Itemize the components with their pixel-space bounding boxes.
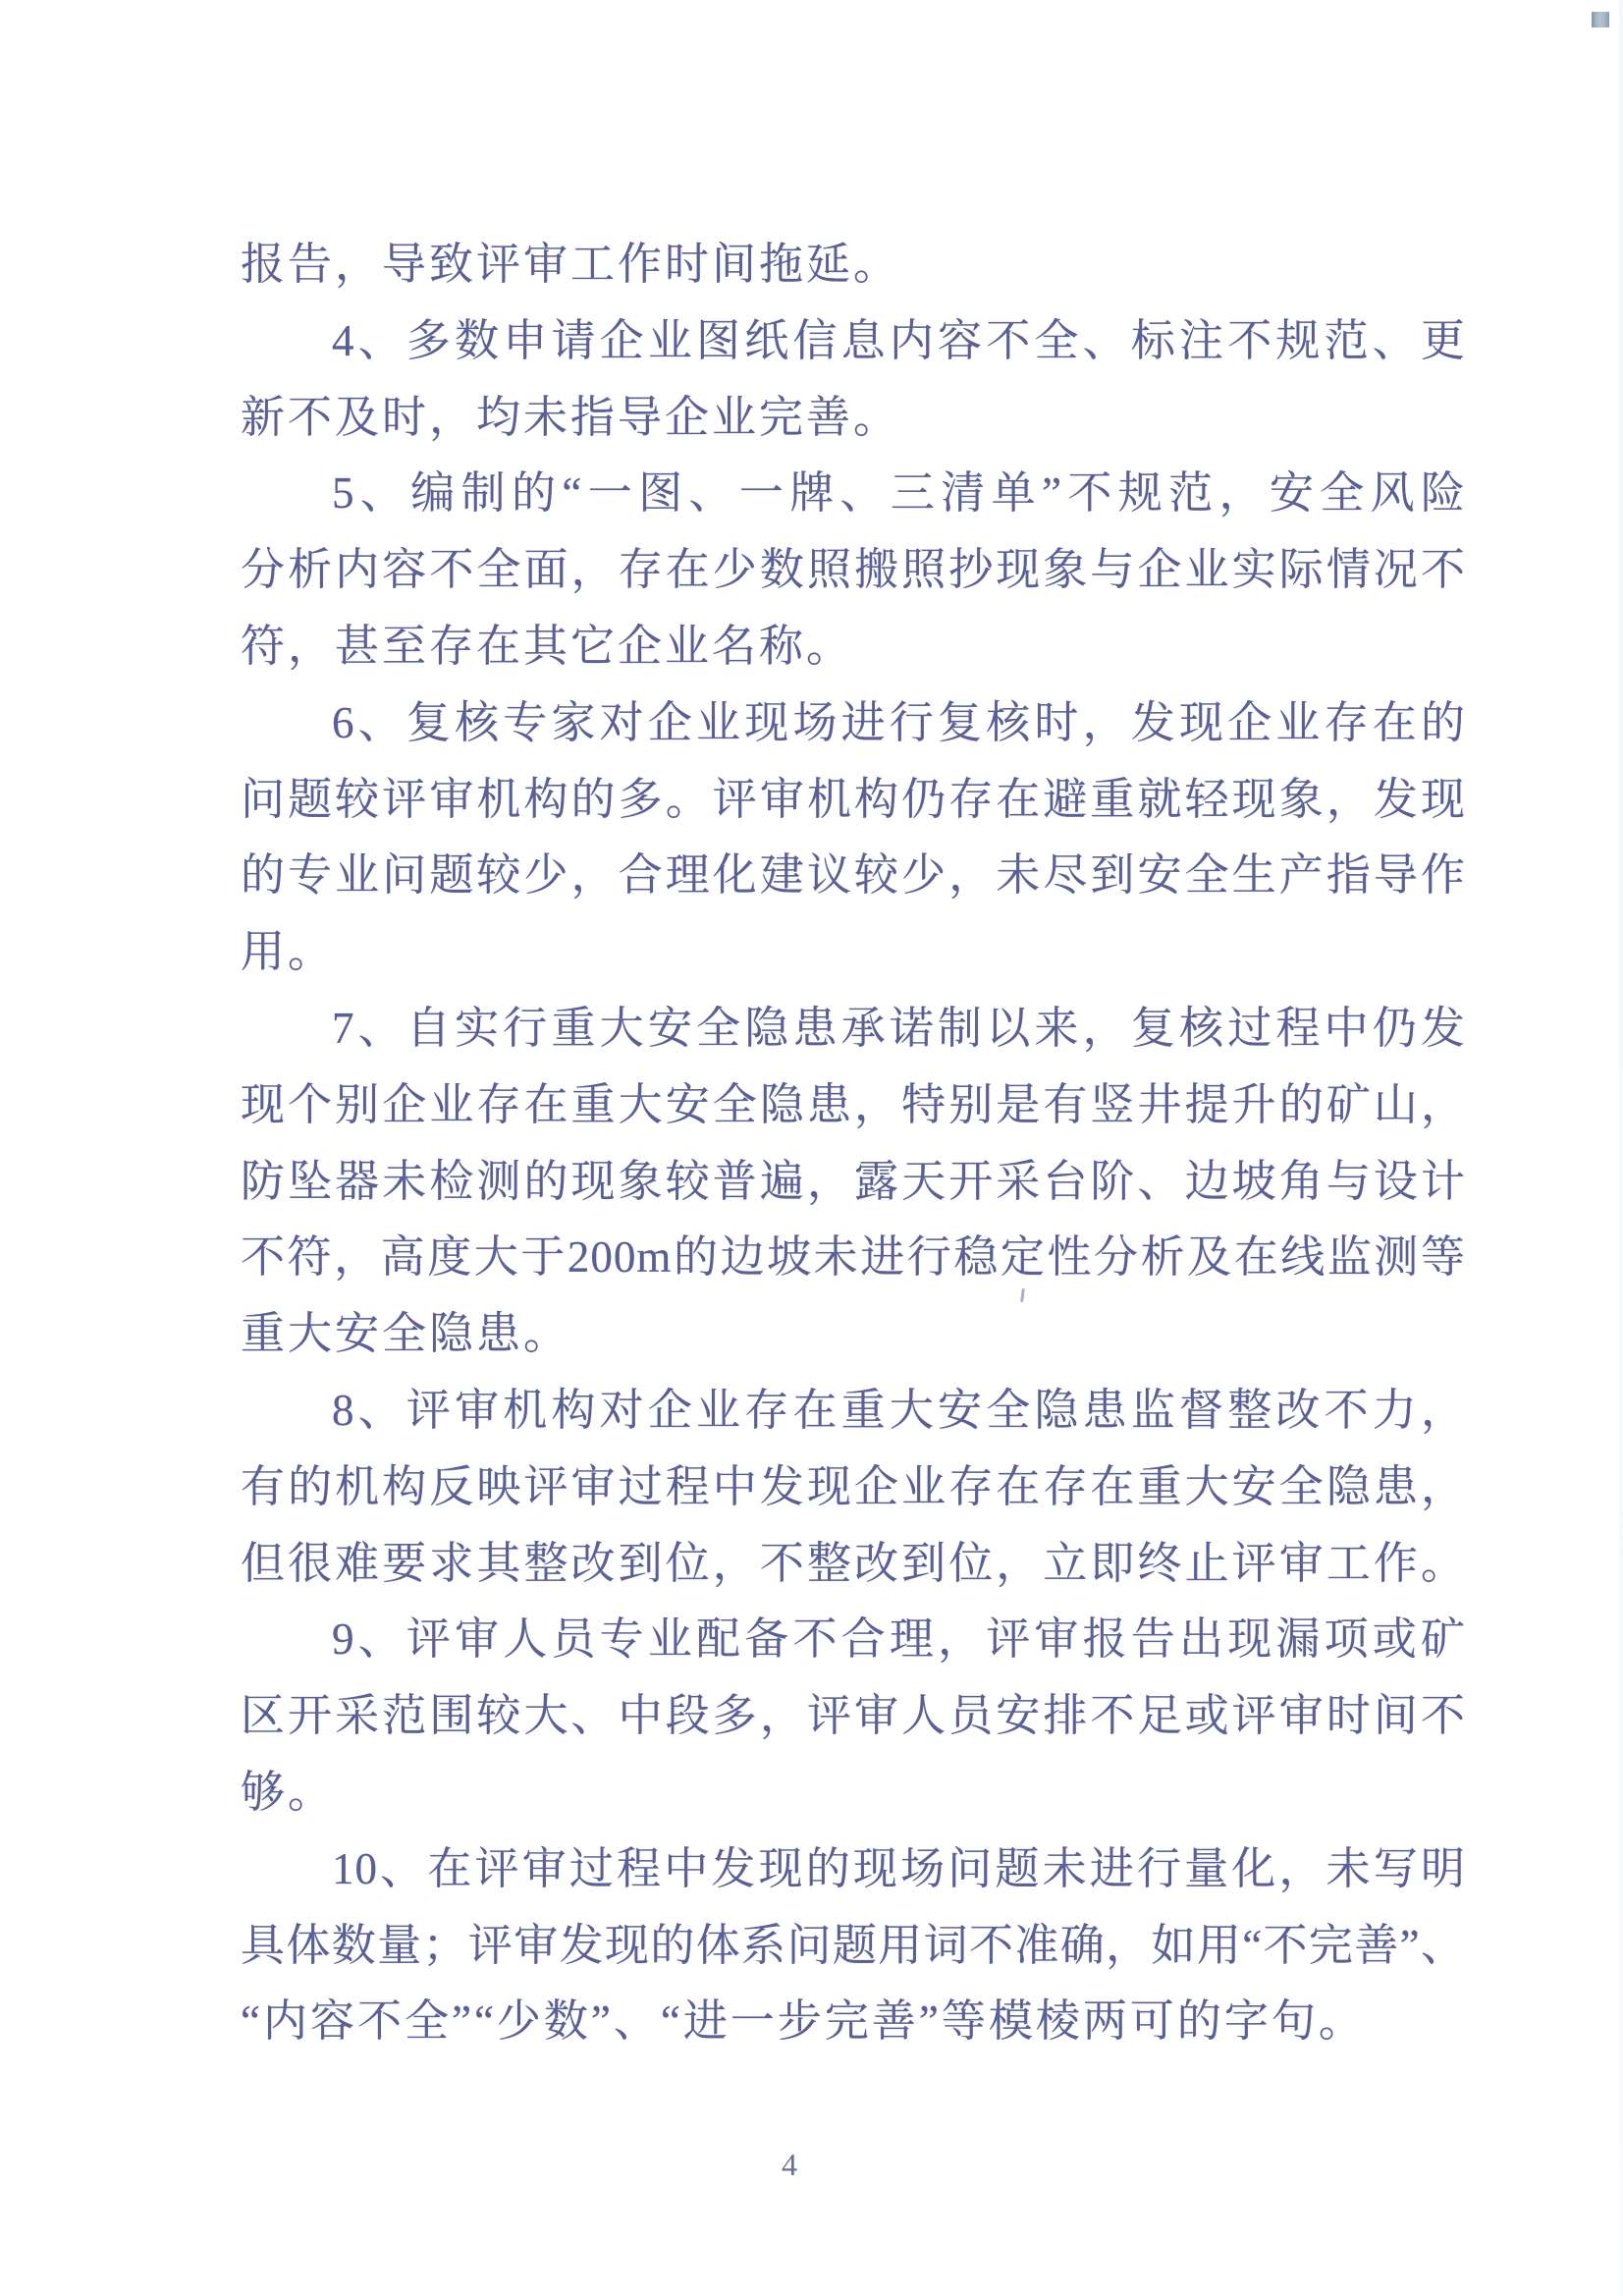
text-line: 不符，高度大于200m的边坡未进行稳定性分析及在线监测等 [241,1232,1466,1283]
text-line: 的专业问题较少，合理化建议较少，未尽到安全生产指导作 [241,850,1466,901]
text-line: 6、复核专家对企业现场进行复核时，发现企业存在的 [332,697,1466,747]
text-line: 重大安全隐患。 [241,1309,571,1359]
text-line: 报告，导致评审工作时间拖延。 [241,240,901,289]
document-body [241,227,1466,2060]
page-number: 4 [782,2147,797,2182]
text-line: 有的机构反映评审过程中发现企业存在存在重大安全隐患， [241,1461,1466,1511]
text-line: 区开采范围较大、中段多，评审人员安排不足或评审时间不 [241,1691,1466,1741]
text-line: 具体数量；评审发现的体系问题用词不准确，如用“不完善”、 [241,1920,1466,1970]
text-line: 但很难要求其整改到位，不整改到位，立即终止评审工作。 [241,1538,1466,1588]
text-line: 9、评审人员专业配备不合理，评审报告出现漏项或矿 [332,1614,1466,1665]
text-line: 8、评审机构对企业存在重大安全隐患监督整改不力， [332,1385,1466,1435]
text-line: 够。 [241,1767,336,1817]
text-line: 符，甚至存在其它企业名称。 [241,621,854,671]
text-line: 5、编制的“一图、一牌、三清单”不规范，安全风险 [332,468,1466,519]
text-line: 分析内容不全面，存在少数照搬照抄现象与企业实际情况不 [241,545,1466,595]
text-line: 10、在评审过程中发现的现场问题未进行量化，未写明 [332,1843,1466,1893]
text-line: 新不及时，均未指导企业完善。 [241,392,901,442]
text-line: 4、多数申请企业图纸信息内容不全、标注不规范、更 [332,315,1466,365]
text-line: 问题较评审机构的多。评审机构仍存在避重就轻现象，发现 [241,774,1466,824]
text-line: 防坠器未检测的现象较普遍，露天开采台阶、边坡角与设计 [241,1156,1466,1206]
text-line: “内容不全”“少数”、“进一步完善”等模棱两可的字句。 [241,1996,1366,2047]
text-line: 现个别企业存在重大安全隐患，特别是有竖井提升的矿山， [241,1079,1466,1129]
text-line: 用。 [241,927,336,977]
text-line: 7、自实行重大安全隐患承诺制以来，复核过程中仍发 [332,1003,1466,1053]
scan-corner-artifact-icon [1592,12,1609,27]
